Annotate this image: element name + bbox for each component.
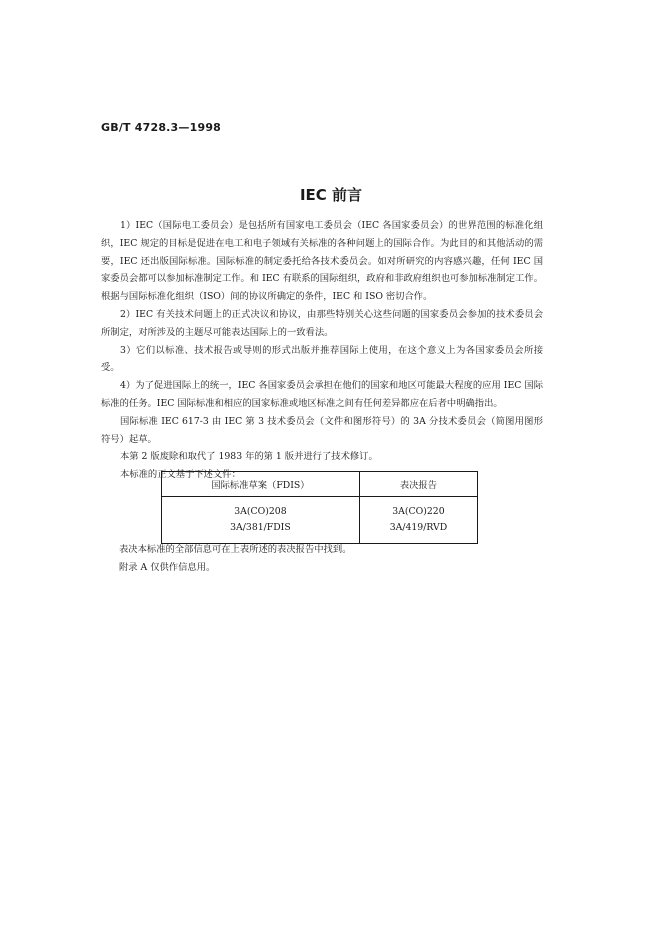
plain-line-1: 本第 2 版废除和取代了 1983 年的第 1 版并进行了技术修订。 xyxy=(120,451,378,463)
paragraph-1: 1）IEC（国际电工委员会）是包括所有国家电工委员会（IEC 各国家委员会）的世界范围的标准化组织，IEC 规定的目标是促进在电工和电子领域有关标准的各种问题上的国际合作。为此目的和其他活动的需要，IEC 还出版国际标准。国际标准的制定委托给各技术委员会。如对所研究的内容感兴趣，任何 IEC 国家委员会都可以参加标准制定工作。和 IEC 有联系的国际组织，政府和非政府组织也可参加标准制定工作。根据与国际标准化组织（ISO）间的协议所确定的条件，IEC 和 ISO 密切合作。 xyxy=(101,220,543,303)
plain-line-2: 本标准的正文基于下述文件： xyxy=(120,469,241,481)
foreword-body xyxy=(101,217,543,484)
table-cell-text: 3A/381/FDIS xyxy=(230,522,291,533)
table-cell-fdis xyxy=(162,497,360,544)
paragraph-3: 3）它们以标准、技术报告或导则的形式出版并推荐国际上使用，在这个意义上为各国家委员会所接受。 xyxy=(101,344,543,374)
paragraph-2: 2）IEC 有关技术问题上的正式决议和协议，由那些特别关心这些问题的国家委员会参加的技术委员会所制定，对所涉及的主题尽可能表达国际上的一致看法。 xyxy=(101,308,543,338)
standard-number: GB/T 4728.3—1998 xyxy=(101,121,222,134)
table-header-row xyxy=(162,472,478,497)
table-cell-text: 3A(CO)220 xyxy=(392,506,445,517)
table-cell-text: 3A/419/RVD xyxy=(389,522,448,533)
after-table-line-1: 表决本标准的全部信息可在上表所述的表决报告中找到。 xyxy=(119,544,352,555)
table-header-fdis: 国际标准草案（FDIS） xyxy=(162,472,360,497)
table-header-rvd: 表决报告 xyxy=(359,472,477,497)
table-cell-rvd xyxy=(359,497,477,544)
page-title: IEC 前言 xyxy=(299,186,363,204)
paragraph-5: 国际标准 IEC 617-3 由 IEC 第 3 技术委员会（文件和图形符号）的 3A 分技术委员会（简图用图形符号）起草。 xyxy=(101,415,543,445)
after-table-line-2: 附录 A 仅供作信息用。 xyxy=(119,561,216,573)
paragraph-4: 4）为了促进国际上的统一，IEC 各国家委员会承担在他们的国家和地区可能最大程度的应用 IEC 国际标准的任务。IEC 国际标准和相应的国家标准或地区标准之间有任何差异都应在后者中明确指出。 xyxy=(101,380,543,409)
documents-table xyxy=(161,471,478,544)
after-table-text xyxy=(119,541,543,577)
table-cell-text: 3A(CO)208 xyxy=(234,506,287,517)
table-row xyxy=(162,497,478,544)
